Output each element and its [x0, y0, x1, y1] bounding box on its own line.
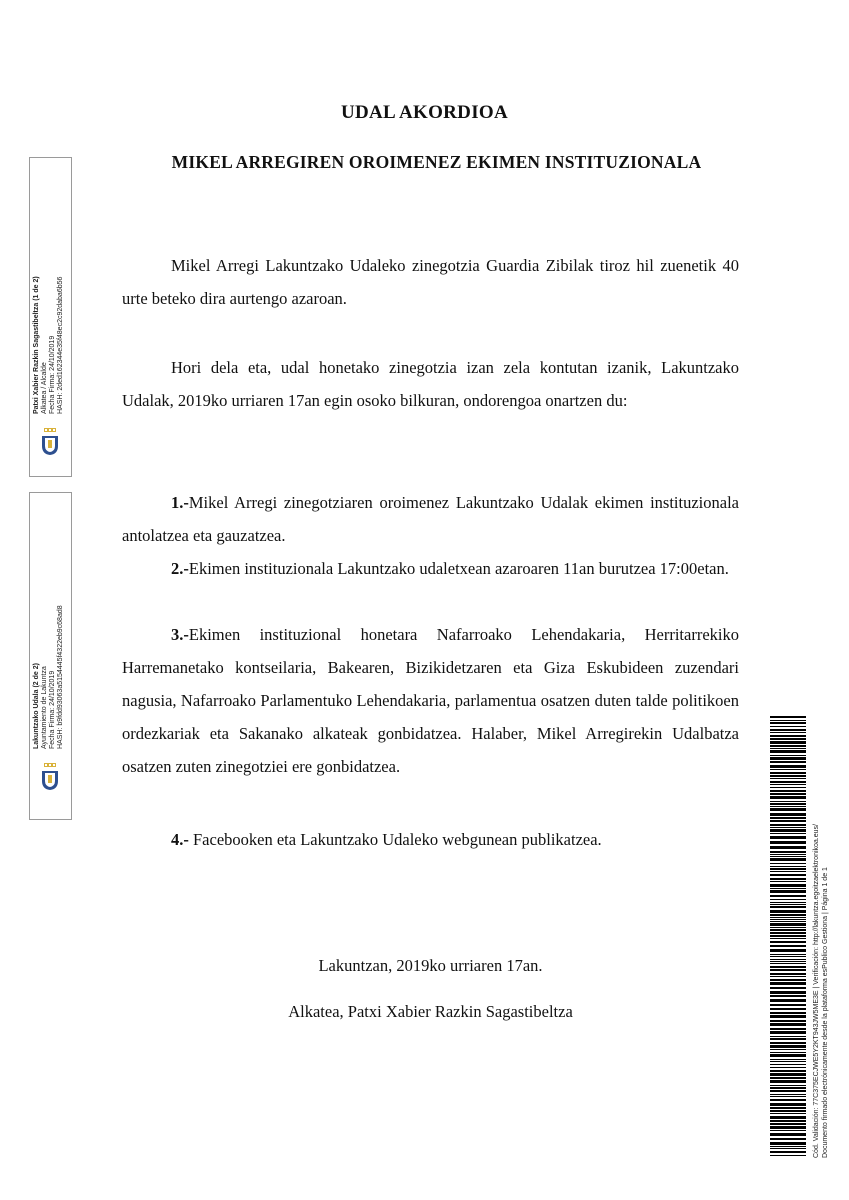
verification-line-1: Cód. Validación: 77C375ECJWE5Y2KT943JW5ME3E | Verificación: http://lakuntza.egoitzaelektronikoa.eus/: [813, 824, 820, 1158]
barcode-bar: [770, 1146, 806, 1147]
barcode-bar: [770, 929, 806, 931]
barcode-bar: [770, 1052, 806, 1053]
barcode-bar: [770, 1054, 806, 1057]
barcode-bar: [770, 1094, 806, 1095]
barcode-bar: [770, 941, 806, 943]
stamp-signer: Lakuntzako Udala (2 de 2): [33, 663, 40, 749]
barcode-bar: [770, 738, 806, 740]
barcode-bar: [770, 906, 806, 908]
barcode-bar: [770, 868, 806, 870]
barcode-bar: [770, 874, 806, 876]
barcode-bar: [770, 932, 806, 934]
barcode-bar: [770, 841, 806, 844]
barcode-bar: [770, 999, 806, 1002]
barcode-bar: [770, 966, 806, 968]
item-number: 3.-: [171, 625, 189, 644]
stamp-text: [30, 164, 71, 414]
barcode-bar: [770, 772, 806, 774]
barcode-bar: [770, 827, 806, 828]
barcode-bar: [770, 716, 806, 718]
barcode-bar: [770, 1148, 806, 1149]
barcode-bar: [770, 945, 806, 947]
barcode-bar: [770, 1045, 806, 1048]
barcode-bar: [770, 1151, 806, 1153]
item-number: 1.-: [171, 493, 189, 512]
barcode-bar: [770, 735, 806, 737]
barcode-bar: [770, 890, 806, 893]
barcode-bar: [770, 927, 806, 928]
barcode-bar: [770, 878, 806, 880]
barcode-bar: [770, 959, 806, 960]
stamp-role: Ayuntamiento de Lakuntza: [41, 666, 48, 749]
barcode-bar: [770, 732, 806, 733]
barcode-bar: [770, 1099, 806, 1101]
barcode-bar: [770, 748, 806, 749]
barcode-bar: [770, 976, 806, 977]
barcode-bar: [770, 1038, 806, 1040]
barcode-bar: [770, 806, 806, 807]
barcode-bar: [770, 963, 806, 964]
barcode-bar: [770, 863, 806, 864]
barcode-bar: [770, 910, 806, 913]
signature-stamp-1: [29, 157, 72, 477]
barcode-bar: [770, 914, 806, 916]
barcode-bar: [770, 1120, 806, 1122]
signature-stamp-2: [29, 492, 72, 820]
barcode-bar: [770, 899, 806, 900]
barcode-bar: [770, 954, 806, 955]
agreement-item-2: [122, 552, 739, 585]
stamp-signer: Patxi Xabier Razkin Sagastibeltza (1 de 2): [33, 276, 40, 414]
barcode-bar: [770, 1031, 806, 1034]
item-number: 4.-: [171, 830, 189, 849]
stamp-hash: HASH: b9fdd93063a5154445f4322eb9c68ad8: [57, 605, 64, 749]
barcode-bar: [770, 919, 806, 920]
barcode-bar: [770, 784, 806, 785]
barcode-bar: [770, 775, 806, 777]
barcode-bar: [770, 1064, 806, 1065]
barcode-bar: [770, 961, 806, 962]
barcode-bar: [770, 829, 806, 832]
barcode-bar: [770, 787, 806, 788]
item-text: Ekimen instituzionala Lakuntzako udaletxean azaroaren 11an burutzea 17:00etan.: [188, 559, 729, 578]
barcode-bar: [770, 923, 806, 926]
barcode-bar: [770, 778, 806, 779]
barcode-bar: [770, 1070, 806, 1072]
barcode-bar: [770, 757, 806, 760]
barcode-bar: [770, 745, 806, 747]
verification-text: [808, 716, 838, 1158]
signer-name: Alkatea, Patxi Xabier Razkin Sagastibeltza: [288, 1002, 573, 1021]
municipal-shield-icon: [41, 763, 59, 791]
agreement-item-3: [122, 618, 739, 783]
barcode-bar: [770, 836, 806, 839]
barcode-bar: [770, 1073, 806, 1076]
item-text: Ekimen instituzional honetara Nafarroako Lehendakaria, Herritarrekiko Harremanetako kontseilaria, Bakearen, Bizikidetzaren eta Giza Eskubideen zuzendari nagusia, Nafarroako Parlamentuko Lehendakaria, parlamentua osatzen duten talde politikoen ordezkariak eta Sakanako alkateak gonbidatzea. Halaber, Mikel Arregirekin Udalbatza osatzen zuten zinegotziei ere gonbidatzea.: [122, 625, 739, 776]
barcode-bar: [770, 987, 806, 989]
barcode-bar: [770, 921, 806, 922]
barcode-bar: [770, 871, 806, 872]
barcode-icon: [770, 716, 806, 1156]
barcode-bar: [770, 720, 806, 721]
barcode-bar: [770, 808, 806, 811]
barcode-bar: [770, 1113, 806, 1114]
barcode-bar: [770, 803, 806, 805]
paragraph-agreement: Hori dela eta, udal honetako zinegotzia izan zela kontutan izanik, Lakuntzako Udalak, 2019ko urriaren 17an egin osoko bilkuran, ondorengoa onartzen du:: [122, 358, 739, 410]
barcode-bar: [770, 1133, 806, 1136]
barcode-bar: [770, 1080, 806, 1083]
barcode-bar: [770, 949, 806, 952]
barcode-bar: [770, 895, 806, 897]
stamp-hash: HASH: 2ded162344e35f48ec2c92daba6b56: [57, 276, 64, 414]
barcode-bar: [770, 888, 806, 889]
barcode-bar: [770, 1142, 806, 1145]
barcode-bar: [770, 973, 806, 975]
barcode-bar: [770, 1020, 806, 1022]
barcode-bar: [770, 813, 806, 816]
barcode-bar: [770, 1126, 806, 1129]
barcode-bar: [770, 938, 806, 939]
barcode-bar: [770, 1090, 806, 1092]
barcode-bar: [770, 1085, 806, 1086]
barcode-bar: [770, 856, 806, 857]
place-date: Lakuntzan, 2019ko urriaren 17an.: [318, 956, 543, 975]
barcode-bar: [770, 1110, 806, 1112]
stamp-date: Fecha Firma: 24/10/2019: [49, 335, 56, 414]
barcode-bar: [770, 902, 806, 903]
barcode-bar: [770, 854, 806, 855]
barcode-bar: [770, 820, 806, 822]
stamp-date: Fecha Firma: 24/10/2019: [49, 670, 56, 749]
item-text: Facebooken eta Lakuntzako Udaleko webgunean publikatzea.: [188, 830, 602, 849]
barcode-bar: [770, 817, 806, 819]
paragraph-intro: Mikel Arregi Lakuntzako Udaleko zinegotzia Guardia Zibilak tiroz hil zuenetik 40 urte beteko dira aurtengo azaroan.: [122, 256, 739, 308]
barcode-bar: [770, 866, 806, 867]
barcode-bar: [770, 917, 806, 918]
barcode-bar: [770, 1049, 806, 1050]
barcode-bar: [770, 1096, 806, 1097]
barcode-bar: [770, 904, 806, 905]
barcode-bar: [770, 793, 806, 795]
barcode-bar: [770, 769, 806, 770]
barcode-bar: [770, 1155, 806, 1156]
agreement-item-4: [122, 823, 739, 856]
barcode-bar: [770, 979, 806, 981]
barcode-bar: [770, 729, 806, 731]
item-number: 2.-: [171, 559, 189, 578]
barcode-bar: [770, 755, 806, 756]
barcode-bar: [770, 1036, 806, 1037]
barcode-bar: [770, 851, 806, 853]
barcode-bar: [770, 781, 806, 783]
barcode-bar: [770, 982, 806, 985]
barcode-bar: [770, 884, 806, 887]
barcode-bar: [770, 796, 806, 799]
barcode-bar: [770, 726, 806, 727]
barcode-bar: [770, 790, 806, 792]
document-title: UDAL AKORDIOA: [340, 102, 508, 123]
barcode-bar: [770, 1087, 806, 1089]
item-text: Mikel Arregi zinegotziaren oroimenez Lakuntzako Udalak ekimen instituzionala antolatzea eta gauzatzea.: [122, 493, 739, 545]
barcode-bar: [770, 995, 806, 997]
barcode-bar: [770, 1103, 806, 1106]
municipal-shield-icon: [41, 428, 59, 456]
barcode-bar: [770, 1123, 806, 1125]
barcode-bar: [770, 1107, 806, 1109]
barcode-bar: [770, 1042, 806, 1044]
verification-line-2: Documento firmado electrónicamente desde la plataforma esPublico Gestiona | Página 1 de 1: [822, 867, 829, 1158]
barcode-bar: [770, 1116, 806, 1119]
stamp-role: Alkatea / Alcalde: [41, 362, 48, 414]
agreement-item-1: [122, 486, 739, 552]
barcode-bar: [770, 1061, 806, 1062]
barcode-bar: [770, 765, 806, 768]
barcode-bar: [770, 1023, 806, 1026]
barcode-bar: [770, 858, 806, 861]
document-subtitle: MIKEL ARREGIREN OROIMENEZ EKIMEN INSTITUZIONALA: [171, 152, 702, 172]
barcode-bar: [770, 1138, 806, 1140]
barcode-bar: [770, 741, 806, 744]
barcode-bar: [770, 846, 806, 849]
barcode-bar: [770, 1004, 806, 1006]
barcode-bar: [770, 824, 806, 826]
barcode-bar: [770, 1012, 806, 1014]
stamp-text: [30, 499, 71, 749]
barcode-bar: [770, 1067, 806, 1068]
barcode-bar: [770, 1077, 806, 1079]
barcode-bar: [770, 881, 806, 882]
barcode-bar: [770, 1015, 806, 1018]
barcode-bar: [770, 833, 806, 834]
barcode-bar: [770, 750, 806, 753]
barcode-bar: [770, 722, 806, 724]
barcode-bar: [770, 935, 806, 937]
barcode-bar: [770, 1130, 806, 1131]
barcode-bar: [770, 956, 806, 957]
barcode-bar: [770, 991, 806, 994]
barcode-bar: [770, 1028, 806, 1030]
barcode-bar: [770, 801, 806, 802]
barcode-bar: [770, 969, 806, 971]
barcode-bar: [770, 1008, 806, 1010]
barcode-bar: [770, 761, 806, 763]
barcode-bar: [770, 1059, 806, 1060]
